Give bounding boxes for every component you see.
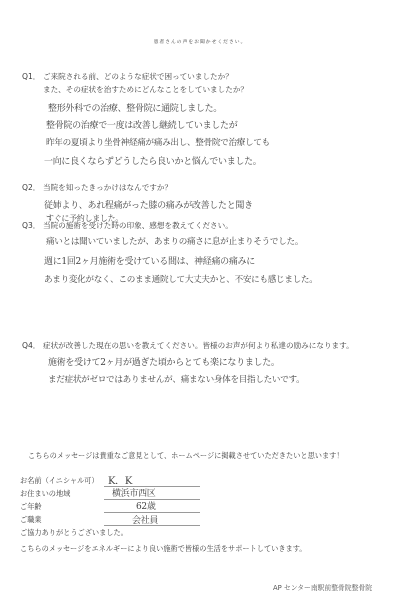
q3-question: 当院の施術を受けた時の印象、感想を教えてください。: [43, 221, 233, 230]
area-value: 横浜市西区: [112, 489, 156, 499]
q3-answer-line2: 週に1回2ヶ月施術を受けている間は、神経痛の痛みに: [44, 257, 255, 267]
footer-notice: こちらのメッセージは貴重なご意見として、ホームページに掲載させていただきたいと思います！: [28, 451, 344, 460]
q4-answer-line1: 施術を受けて2ヶ月が過ぎた頃からとても楽になりました。: [48, 358, 280, 368]
job-label: ご職業: [20, 515, 42, 524]
job-underline: [104, 525, 200, 526]
q4-label: Q4．: [22, 341, 41, 350]
job-value: 会社員: [132, 516, 159, 526]
q1-answer-line3: 昨年の夏頃より坐骨神経痛が痛み出し、整骨院で治療しても: [46, 138, 270, 148]
age-label: ご年齢: [20, 502, 42, 511]
q4-question: 症状が改善した現在の思いを教えてください。皆様のお声が何より私達の励みになります。: [43, 341, 354, 350]
q1-answer-line1: 整形外科での治療、整骨院に通院しました。: [48, 104, 223, 114]
q2-answer-line1: 従姉より、あれ程痛がった膝の痛みが改善したと聞き: [44, 201, 253, 211]
page-title: 患者さんの声をお聞かせください。: [153, 40, 247, 45]
area-label: お住まいの地域: [20, 489, 71, 498]
name-value: K．K: [108, 476, 133, 487]
q1-answer-line4: 一向に良くならずどうしたら良いかと悩んでいました。: [44, 157, 262, 167]
q1-answer-line2: 整骨院の治療で一度は改善し継続していましたが: [46, 121, 238, 131]
name-label: お名前（イニシャル可）: [20, 476, 99, 485]
q2-label: Q2．: [22, 183, 41, 192]
q1-question-line2: また、その症状を治すためにどんなことをしていましたか？: [43, 85, 249, 94]
q2-question: 当院を知ったきっかけはなんですか？: [43, 183, 173, 192]
q1-question-line1: ご来院される前、どのような症状で困っていましたか？: [43, 72, 233, 81]
footer-thanks: ご協力ありがとうございました。: [20, 528, 128, 537]
q2-answer-line2: すぐに予約しました。: [46, 214, 123, 223]
q1-label: Q1．: [22, 72, 41, 81]
clinic-name: AP センター南駅前整骨院整骨院: [273, 584, 372, 592]
q3-label: Q3．: [22, 221, 41, 230]
q3-answer-line1: 痛いとは聞いていましたが、あまりの痛さに息が止まりそうでした。: [46, 237, 304, 247]
q3-answer-line3: あまり変化がなく、このまま通院して大丈夫かと、不安にも感じました。: [44, 275, 318, 285]
q4-answer-line2: まだ症状がゼロではありませんが、痛まない身体を目指したいです。: [48, 375, 305, 385]
age-value: 62歳: [136, 502, 156, 512]
footer-closing: こちらのメッセージをエネルギーにより良い施術で皆様の生活をサポートしていきます。: [20, 544, 307, 553]
